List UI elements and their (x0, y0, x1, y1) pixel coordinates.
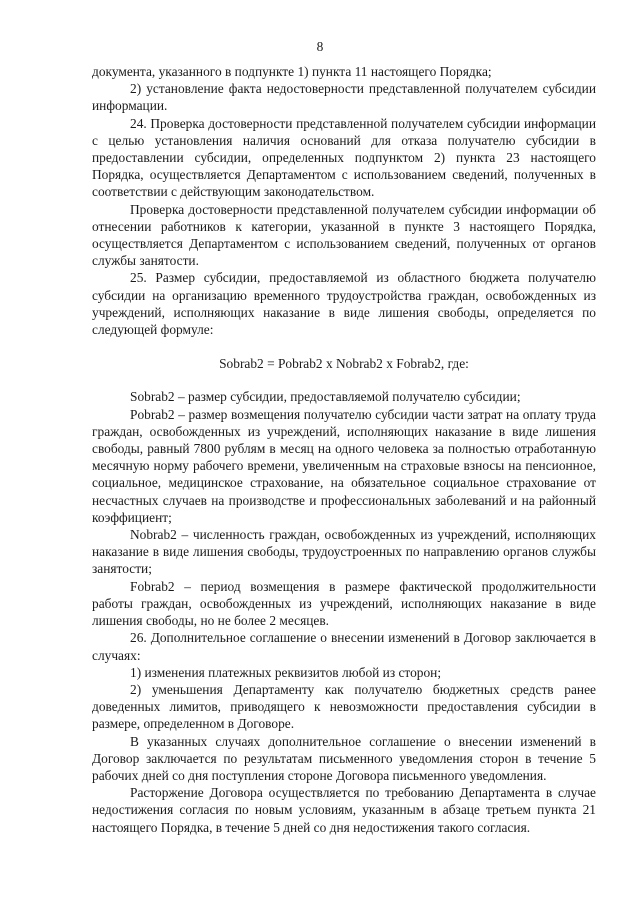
document-body (92, 63, 596, 836)
definition-sobrab2: Sobrab2 – размер субсидии, предоставляемой получателю субсидии; (130, 389, 521, 405)
page-number: 8 (316, 39, 324, 54)
paragraph-clause-25: 25. Размер субсидии, предоставляемой из областного бюджета получателю субсидии на организацию временного трудоустройства граждан, освобожденных из учреждений, исполняющих наказание в виде лишения свободы, определяется по следующей формуле: (92, 270, 596, 338)
subsidy-formula: Sobrab2 = Pobrab2 x Nobrab2 x Fobrab2, где: (219, 356, 469, 372)
paragraph-agreement-procedure: В указанных случаях дополнительное соглашение о внесении изменений в Договор заключается по результатам письменного уведомления сторон в течение 5 рабочих дней со дня поступления стороне Договора письменного уведомления. (92, 733, 596, 783)
definition-nobrab2: Nobrab2 – численность граждан, освобожденных из учреждений, исполняющих наказание в виде лишения свободы, трудоустроенных по направлению органов службы занятости; (92, 527, 596, 577)
paragraph-case-1: 1) изменения платежных реквизитов любой из сторон; (130, 664, 442, 680)
paragraph-verification: Проверка достоверности представленной получателем субсидии информации об отнесении работников к категории, указанной в пункте 3 настоящего Порядка, осуществляется Департаментом с использованием сведений, полученных от органов службы занятости. (92, 201, 596, 269)
paragraph-clause-24: 24. Проверка достоверности представленной получателем субсидии информации с целью установления наличия оснований для отказа получателю субсидии в предоставлении субсидии, определенных подпунктом 2) пункта 23 настоящего Порядка, осуществляется Департаментом с использованием сведений, полученных в соответствии с действующим законодательством. (92, 115, 596, 200)
paragraph-continuation: документа, указанного в подпункте 1) пункта 11 настоящего Порядка; (92, 64, 492, 79)
definition-fobrab2: Fobrab2 – период возмещения в размере фактической продолжительности работы граждан, освобожденных из учреждений, исполняющих наказание в виде лишения свободы, но не более 2 месяцев. (92, 578, 596, 629)
paragraph-clause-26: 26. Дополнительное соглашение о внесении изменений в Договор заключается в случаях: (92, 630, 596, 663)
paragraph-item-2: 2) установление факта недостоверности представленной получателем субсидии информации. (92, 81, 596, 114)
definition-pobrab2: Pobrab2 – размер возмещения получателю субсидии части затрат на оплату труда граждан, освобожденных из учреждений, исполняющих наказание в виде лишения свободы, равный 7800 рублям в месяц на одного человека за полностью отработанную месячную норму рабочего времени, увеличенным на страховые взносы на пенсионное, социальное, медицинское страхование, на обязательное социальное страхование от несчастных случаев на производстве и профессиональных заболеваний и на районный коэффициент; (92, 406, 596, 525)
paragraph-termination: Расторжение Договора осуществляется по требованию Департамента в случае недостижения согласия по новым условиям, указанным в абзаце третьем пункта 21 настоящего Порядка, в течение 5 дней со дня недостижения такого согласия. (92, 785, 596, 835)
paragraph-case-2: 2) уменьшения Департаменту как получателю бюджетных средств ранее доведенных лимитов, приводящего к невозможности предоставления субсидии в размере, определенном в Договоре. (92, 681, 596, 732)
